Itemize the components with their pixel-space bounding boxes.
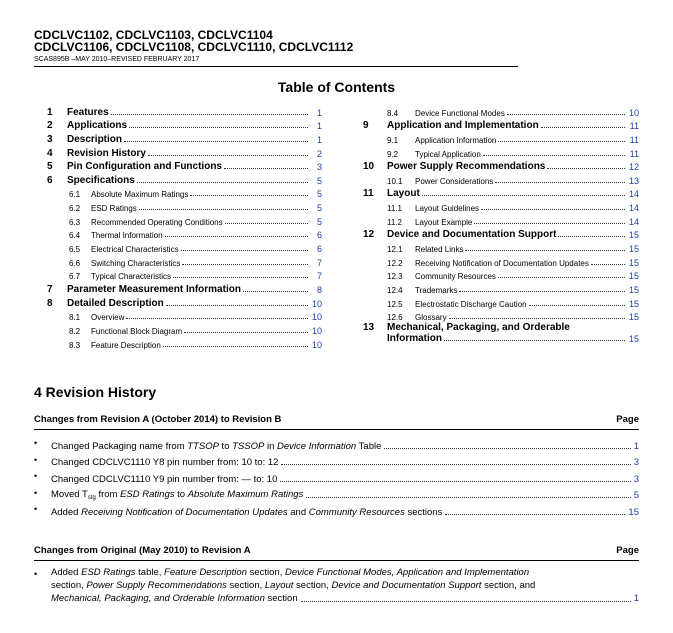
toc-right-column <box>363 104 639 348</box>
toc-entry-page[interactable]: 6 <box>316 244 322 255</box>
toc-entry-6-5[interactable] <box>47 240 322 254</box>
change-text: Added Receiving Notification of Documentation Updates and Community Resources sections <box>51 506 443 518</box>
toc-entry-page[interactable]: 15 <box>628 298 639 309</box>
toc-entry-page[interactable]: 7 <box>316 257 322 268</box>
dot-leader <box>474 223 625 224</box>
toc-entry-10-1[interactable] <box>363 172 639 186</box>
toc-entry-page[interactable]: 15 <box>628 257 639 268</box>
toc-entry-6-3[interactable] <box>47 213 322 227</box>
dot-leader <box>224 168 308 169</box>
toc-entry-number: 9 <box>363 120 369 132</box>
toc-entry-page[interactable]: 14 <box>628 189 639 200</box>
toc-entry-4[interactable] <box>47 145 322 159</box>
toc-entry-page[interactable]: 1 <box>316 107 322 118</box>
dot-leader <box>444 340 625 341</box>
toc-entry-title: Overview <box>91 313 125 323</box>
toc-entry-title: Power Considerations <box>415 176 494 186</box>
toc-entry-title: Features <box>67 106 109 118</box>
dot-leader <box>129 127 308 128</box>
dot-leader <box>243 291 308 292</box>
toc-entry-title: Functional Block Diagram <box>91 326 183 336</box>
dot-leader <box>306 497 630 498</box>
change-page-link[interactable]: 15 <box>628 506 639 518</box>
toc-heading: Table of Contents <box>277 79 396 95</box>
toc-entry-page[interactable]: 11 <box>629 148 639 159</box>
toc-entry-page[interactable]: 1 <box>316 134 322 145</box>
toc-entry-12-3[interactable] <box>363 268 639 282</box>
toc-entry-8-3[interactable] <box>47 336 322 350</box>
dot-leader <box>547 168 625 169</box>
change-text: Moved $T_{stg}$ from ESD Ratings to Absolute Maximum Ratings <box>51 489 304 501</box>
dot-leader <box>558 236 625 237</box>
changes-group-a-header <box>34 414 639 425</box>
header-rule <box>34 66 518 67</box>
dot-leader <box>111 114 308 115</box>
toc-entry-9[interactable] <box>363 118 639 132</box>
dot-leader <box>163 346 308 347</box>
toc-entry-10[interactable] <box>363 159 639 173</box>
changes-group-a-rule <box>34 429 639 430</box>
toc-entry-number: 1 <box>47 106 53 118</box>
toc-entry-title: Application Information <box>415 135 497 145</box>
toc-entry-number: 7 <box>47 283 53 295</box>
toc-entry-page[interactable]: 15 <box>628 271 639 282</box>
toc-entry-9-2[interactable] <box>363 145 639 159</box>
change-page-link[interactable]: 3 <box>633 473 639 485</box>
toc-entry-12-2[interactable] <box>363 254 639 268</box>
toc-entry-8-2[interactable] <box>47 322 322 336</box>
toc-entry-page[interactable]: 10 <box>311 325 322 336</box>
toc-entry-12[interactable] <box>363 227 639 241</box>
toc-entry-8-1[interactable] <box>47 309 322 323</box>
toc-entry-1[interactable] <box>47 104 322 118</box>
toc-entry-title: Device Functional Modes <box>415 108 505 118</box>
toc-entry-page[interactable]: 5 <box>316 189 322 200</box>
toc-entry-number: 11.2 <box>387 217 402 227</box>
toc-entry-6-4[interactable] <box>47 227 322 241</box>
toc-entry-title: Application and Implementation <box>387 120 539 132</box>
dot-leader <box>445 514 625 515</box>
change-text: Added ESD Ratings table, Feature Description section, Device Functional Modes, Application and Implementation <box>51 567 530 578</box>
toc-entry-number: 12.6 <box>387 313 403 323</box>
toc-entry-page[interactable]: 7 <box>316 271 322 282</box>
toc-entry-11-1[interactable] <box>363 199 639 213</box>
change-item <box>34 485 639 502</box>
bullet-icon: • <box>34 438 38 448</box>
toc-entry-number: 10 <box>363 161 375 173</box>
toc-entry-page[interactable]: 10 <box>311 298 322 309</box>
dot-leader <box>137 182 308 183</box>
dot-leader <box>507 114 625 115</box>
toc-entry-number: 13 <box>363 322 375 334</box>
bullet-icon: • <box>34 487 38 498</box>
dot-leader <box>541 127 625 128</box>
toc-entry-number: 11.1 <box>387 204 402 214</box>
toc-entry-12-6[interactable] <box>363 309 639 323</box>
change-page-link[interactable]: 1 <box>633 593 639 604</box>
toc-entry-title: Glossary <box>415 313 447 323</box>
toc-entry-6-2[interactable] <box>47 199 322 213</box>
toc-entry-number: 12.1 <box>387 245 403 255</box>
toc-entry-title: Mechanical, Packaging, and Orderable <box>387 322 570 334</box>
dot-leader <box>384 448 630 449</box>
toc-entry-7[interactable] <box>47 281 322 295</box>
toc-entry-12-1[interactable] <box>363 240 639 254</box>
toc-entry-title: Feature Description <box>91 340 161 350</box>
change-text-line2: section, Power Supply Recommendations section, Layout section, Device and Documentation Support section, and <box>51 580 536 591</box>
toc-entry-page[interactable]: 14 <box>628 203 639 214</box>
toc-entry-number: 9.1 <box>387 135 399 145</box>
toc-entry-8[interactable] <box>47 295 322 309</box>
toc-entry-page[interactable]: 15 <box>628 312 639 323</box>
toc-entry-number: 11 <box>363 188 374 200</box>
changes-group-title: Changes from Original (May 2010) to Revision A <box>34 545 251 556</box>
dot-leader <box>281 464 630 465</box>
toc-entry-6-1[interactable] <box>47 186 322 200</box>
toc-entry-page[interactable]: 10 <box>311 312 322 323</box>
dot-leader <box>498 277 625 278</box>
dot-leader <box>148 155 308 156</box>
changes-group-title: Changes from Revision A (October 2014) to Revision B <box>34 414 282 425</box>
dot-leader <box>181 250 308 251</box>
toc-entry-number: 5 <box>47 161 53 173</box>
toc-entry-title: Absolute Maximum Ratings <box>91 190 189 200</box>
toc-entry-page[interactable]: 5 <box>316 216 322 227</box>
toc-entry-number: 4 <box>47 147 53 159</box>
toc-entry-number: 6.7 <box>69 272 81 282</box>
toc-entry-title: Parameter Measurement Information <box>67 283 241 295</box>
toc-entry-number: 2 <box>47 120 53 132</box>
toc-entry-title: Typical Application <box>415 149 481 159</box>
bullet-icon: • <box>34 504 38 514</box>
dot-leader <box>422 195 625 196</box>
bullet-icon: • <box>34 454 38 465</box>
toc-entry-page[interactable]: 5 <box>316 175 322 186</box>
changes-group-b-list <box>34 566 639 605</box>
toc-entry-number: 6 <box>47 174 53 186</box>
toc-entry-page[interactable]: 2 <box>316 148 322 159</box>
toc-entry-title: Revision History <box>67 147 146 159</box>
toc-entry-number: 12.5 <box>387 299 403 309</box>
change-page-link[interactable]: 1 <box>633 440 639 452</box>
toc-entry-title: Electrical Characteristics <box>91 245 179 255</box>
toc-entry-number: 8.3 <box>69 340 81 350</box>
toc-entry-title: Receiving Notification of Documentation Updates <box>415 258 589 268</box>
dot-leader <box>591 264 625 265</box>
toc-entry-2[interactable] <box>47 118 322 132</box>
toc-entry-title: Detailed Description <box>67 297 164 309</box>
toc-entry-title: Recommended Operating Conditions <box>91 217 223 227</box>
toc-entry-title: Layout <box>387 188 420 200</box>
toc-entry-11[interactable] <box>363 186 639 200</box>
toc-entry-title: Pin Configuration and Functions <box>67 161 222 173</box>
toc-entry-title: Trademarks <box>415 285 458 295</box>
changes-group-a-list <box>34 435 639 518</box>
toc-entry-number: 12 <box>363 229 375 241</box>
bullet-icon: • <box>34 471 38 481</box>
toc-entry-page[interactable]: 8 <box>316 284 322 295</box>
dot-leader <box>190 195 308 196</box>
toc-entry-12-5[interactable] <box>363 295 639 309</box>
toc-entry-page[interactable]: 15 <box>628 244 639 255</box>
toc-entry-title: Applications <box>67 120 128 132</box>
dot-leader <box>280 481 630 482</box>
dot-leader <box>498 141 625 142</box>
dot-leader <box>483 155 625 156</box>
toc-entry-title: ESD Ratings <box>91 204 137 214</box>
change-text-line3: Mechanical, Packaging, and Orderable Information section <box>51 593 298 604</box>
toc-entry-13[interactable] <box>363 322 639 348</box>
change-item <box>34 566 639 605</box>
toc-entry-12-4[interactable] <box>363 281 639 295</box>
toc-entry-title: Description <box>67 133 123 145</box>
toc-entry-title: Related Links <box>415 245 464 255</box>
page-column-label: Page <box>616 414 639 425</box>
dot-leader <box>165 236 308 237</box>
toc-entry-page[interactable]: 12 <box>628 162 639 173</box>
page-column-label: Page <box>616 545 639 556</box>
toc-entry-title: Community Resources <box>415 272 496 282</box>
toc-entry-title: Typical Characteristics <box>91 272 172 282</box>
changes-group-b-header <box>34 545 639 556</box>
toc-entry-page[interactable]: 11 <box>629 121 639 132</box>
toc-entry-title: Device and Documentation Support <box>387 229 557 241</box>
dot-leader <box>182 264 308 265</box>
change-page-link[interactable]: 3 <box>633 457 639 468</box>
toc-entry-number: 8.4 <box>387 108 399 118</box>
doc-title-line1: CDCLVC1102, CDCLVC1103, CDCLVC1104 <box>34 28 273 42</box>
toc-entry-page[interactable]: 14 <box>628 216 639 227</box>
toc-entry-number: 6.5 <box>69 245 81 255</box>
toc-entry-5[interactable] <box>47 159 322 173</box>
toc-entry-number: 8 <box>47 297 53 309</box>
toc-entry-title: Layout Guidelines <box>415 204 480 214</box>
dot-leader <box>139 209 308 210</box>
toc-entry-title: Layout Example <box>415 217 473 227</box>
toc-entry-11-2[interactable] <box>363 213 639 227</box>
toc-entry-number: 3 <box>47 133 53 145</box>
toc-entry-number: 12.3 <box>387 272 403 282</box>
change-item <box>34 468 639 485</box>
dot-leader <box>126 318 308 319</box>
toc-entry-page[interactable]: 15 <box>628 334 639 345</box>
dot-leader <box>225 223 308 224</box>
toc-entry-page[interactable]: 1 <box>316 121 322 132</box>
changes-group-b-rule <box>34 560 639 561</box>
dot-leader <box>465 250 625 251</box>
dot-leader <box>459 291 625 292</box>
change-page-link[interactable]: 5 <box>633 490 639 501</box>
toc-entry-page[interactable]: 3 <box>316 162 322 173</box>
toc-entry-page[interactable]: 13 <box>628 175 639 186</box>
toc-entry-page[interactable]: 6 <box>316 230 322 241</box>
toc-entry-number: 6.1 <box>69 190 81 200</box>
toc-entry-page[interactable]: 10 <box>311 339 322 350</box>
toc-entry-page[interactable]: 11 <box>629 134 639 145</box>
doc-title-line2: CDCLVC1106, CDCLVC1108, CDCLVC1110, CDCLVC1112 <box>34 40 354 54</box>
change-item <box>34 452 639 469</box>
toc-entry-6[interactable] <box>47 172 322 186</box>
toc-entry-3[interactable] <box>47 131 322 145</box>
bullet-icon: • <box>34 569 38 579</box>
toc-entry-page[interactable]: 15 <box>628 230 639 241</box>
revision-history-heading: 4 Revision History <box>34 384 157 400</box>
change-item <box>34 501 639 518</box>
toc-entry-page[interactable]: 15 <box>628 284 639 295</box>
toc-entry-8-4[interactable] <box>363 104 639 118</box>
dot-leader <box>124 141 308 142</box>
toc-entry-number: 12.2 <box>387 258 403 268</box>
toc-entry-title: Electrostatic Discharge Caution <box>415 299 527 309</box>
change-text: Changed CDCLVC1110 Y8 pin number from: 10 to: 12 <box>51 457 279 468</box>
toc-entry-number: 6.3 <box>69 217 81 227</box>
change-text: Changed Packaging name from TTSOP to TSSOP in Device Information Table <box>51 440 382 452</box>
dot-leader <box>449 318 625 319</box>
toc-entry-6-7[interactable] <box>47 268 322 282</box>
dot-leader <box>173 277 308 278</box>
change-text: Changed CDCLVC1110 Y9 pin number from: — to: 10 <box>51 473 278 485</box>
toc-entry-6-6[interactable] <box>47 254 322 268</box>
toc-entry-page[interactable]: 10 <box>628 107 639 118</box>
toc-entry-number: 8.2 <box>69 326 81 336</box>
dot-leader <box>481 209 625 210</box>
toc-entry-title: Power Supply Recommendations <box>387 161 546 173</box>
toc-entry-number: 6.4 <box>69 231 81 241</box>
toc-entry-title-cont: Information <box>387 333 442 345</box>
dot-leader <box>184 332 308 333</box>
toc-entry-number: 6.6 <box>69 258 81 268</box>
doc-code: SCAS895B –MAY 2010–REVISED FEBRUARY 2017 <box>34 56 200 63</box>
toc-entry-number: 12.4 <box>387 285 403 295</box>
toc-entry-9-1[interactable] <box>363 131 639 145</box>
toc-entry-number: 8.1 <box>69 313 81 323</box>
dot-leader <box>301 601 631 602</box>
toc-entry-number: 6.2 <box>69 204 81 214</box>
toc-entry-number: 9.2 <box>387 149 399 159</box>
dot-leader <box>166 305 308 306</box>
toc-entry-number: 10.1 <box>387 176 403 186</box>
toc-entry-title: Thermal Information <box>91 231 163 241</box>
dot-leader <box>529 305 625 306</box>
dot-leader <box>495 182 625 183</box>
toc-entry-title: Switching Characteristics <box>91 258 181 268</box>
toc-entry-page[interactable]: 5 <box>316 203 322 214</box>
change-item <box>34 435 639 452</box>
toc-left-column <box>47 104 322 350</box>
toc-entry-title: Specifications <box>67 174 135 186</box>
